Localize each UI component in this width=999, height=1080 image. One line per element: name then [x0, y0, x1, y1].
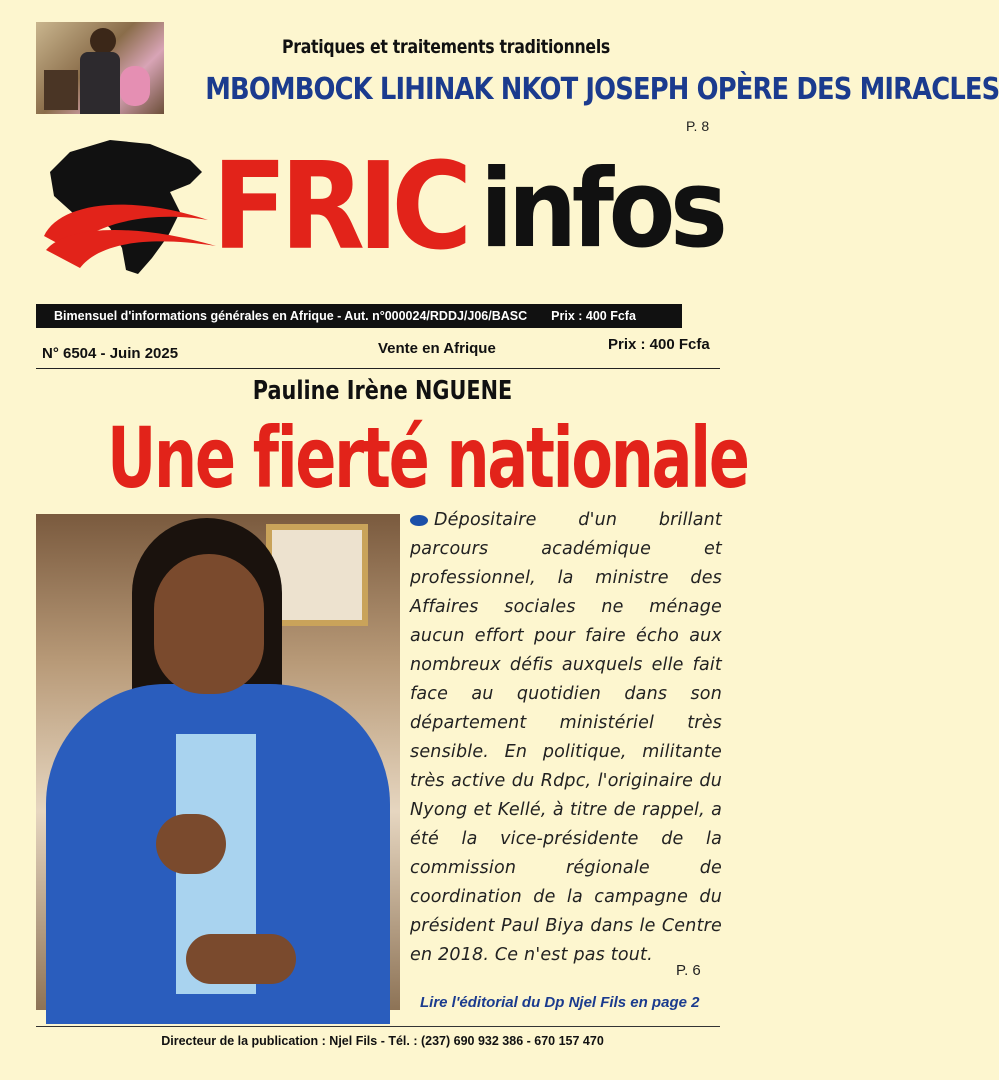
brand-name-infos: infos	[480, 147, 723, 272]
publisher-footer: Directeur de la publication : Njel Fils - Tél. : (237) 690 932 386 - 670 157 470	[161, 1034, 604, 1048]
teaser-page-ref: P. 8	[686, 118, 710, 134]
lead-kicker: Pauline Irène NGUENE	[252, 376, 513, 406]
teaser-title: MBOMBOCK LIHINAK NKOT JOSEPH OPÈRE DES MIRACLES	[205, 72, 999, 107]
footer-divider	[36, 1026, 720, 1027]
divider	[36, 368, 720, 369]
issue-number: N° 6504 - Juin 2025	[42, 345, 179, 362]
tagline-price: Prix : 400 Fcfa	[551, 309, 636, 323]
issue-price: Prix : 400 Fcfa	[608, 336, 710, 353]
lead-headline: Une fierté nationale	[107, 409, 748, 507]
bullet-icon	[410, 515, 428, 526]
sale-region: Vente en Afrique	[378, 340, 496, 357]
article-body: Dépositaire d'un brillant parcours académique et professionnel, la ministre des Affaires sociales ne ménage aucun effort pour faire écho aux nombreux défis auxquels elle fait face au quotidien dans son département ministériel très sensible. En politique, militante très active du Rdpc, l'originaire du Nyong et Kellé, à titre de rappel, a été la vice-présidente de la commission régionale de coordination de la campagne du président Paul Biya dans le Centre en 2018. Ce n'est pas tout.	[410, 510, 722, 965]
lead-page-ref: P. 6	[676, 962, 701, 979]
tagline: Bimensuel d'informations générales en Afrique - Aut. n°000024/RDDJ/J06/BASC	[54, 309, 528, 323]
africa-map-logo	[40, 132, 220, 282]
tagline-bar	[36, 304, 682, 328]
lead-article	[410, 506, 722, 970]
editorial-teaser: Lire l'éditorial du Dp Njel Fils en page 2	[420, 994, 700, 1011]
brand-name-fric: FRIC	[212, 138, 466, 277]
teaser-photo	[36, 22, 164, 114]
teaser-kicker: Pratiques et traitements traditionnels	[281, 36, 611, 58]
lead-photo	[36, 514, 400, 1010]
